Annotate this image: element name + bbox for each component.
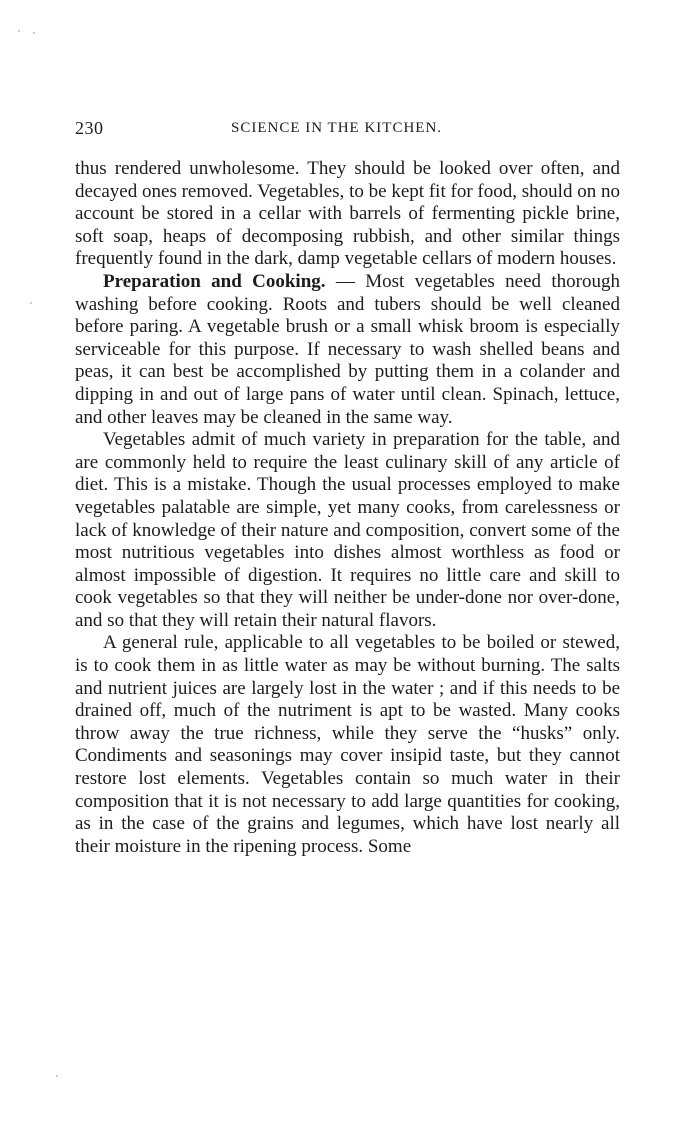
- running-title: SCIENCE IN THE KITCHEN.: [231, 120, 443, 136]
- body-text: [75, 158, 620, 858]
- section-heading: Preparation and Cooking.: [103, 270, 326, 292]
- book-page: [75, 114, 620, 858]
- paragraph: [75, 429, 620, 632]
- running-head: [75, 114, 620, 142]
- paragraph: [75, 271, 620, 429]
- paragraph-text: thus rendered unwholesome. They should be looked over often, and decayed ones removed. Vegetables, to be kept fit for food, should on no account be stored in a cellar with barrels of fermenting pickle brine, soft soap, heaps of decomposing rubbish, and other similar things frequently found in the dark, damp vegetable cellars of modern houses.: [75, 158, 620, 270]
- paper-speck: [18, 30, 20, 32]
- paragraph: [75, 632, 620, 858]
- paragraph-text: A general rule, applicable to all vegetables to be boiled or stewed, is to cook them in as little water as may be without burning. The salts and nutrient juices are largely lost in the water ; and if this needs to be drained off, much of the nutriment is apt to be wasted. Many cooks throw away the true richness, while they serve the “husks” only. Condiments and seasonings may cover insipid taste, but they cannot restore lost elements. Vegetables contain so much water in their composition that it is not necessary to add large quantities for cooking, as in the case of the grains and legumes, which have lost nearly all their moisture in the ripening process. Some: [75, 632, 620, 857]
- page-number: 230: [75, 118, 104, 138]
- paper-speck: [33, 32, 35, 34]
- paragraph: [75, 158, 620, 271]
- paragraph-text: — Most vegetables need thorough washing before cooking. Roots and tubers should be well cleaned before paring. A vegetable brush or a small whisk broom is especially serviceable for this purpose. If necessary to wash shelled beans and peas, it can best be accomplished by putting them in a colander and dipping in and out of large pans of water until clean. Spinach, lettuce, and other leaves may be cleaned in the same way.: [75, 270, 620, 428]
- paper-speck: [30, 302, 32, 304]
- paper-speck: [56, 1075, 58, 1077]
- paragraph-text: Vegetables admit of much variety in preparation for the table, and are commonly held to require the least culinary skill of any article of diet. This is a mistake. Though the usual processes employed to make vegetables palatable are simple, yet many cooks, from carelessness or lack of knowledge of their nature and composition, convert some of the most nutritious vegetables into dishes almost worthless as food or almost impossible of digestion. It requires no little care and skill to cook vegetables so that they will neither be under-done nor over-done, and so that they will retain their natural flavors.: [75, 429, 620, 631]
